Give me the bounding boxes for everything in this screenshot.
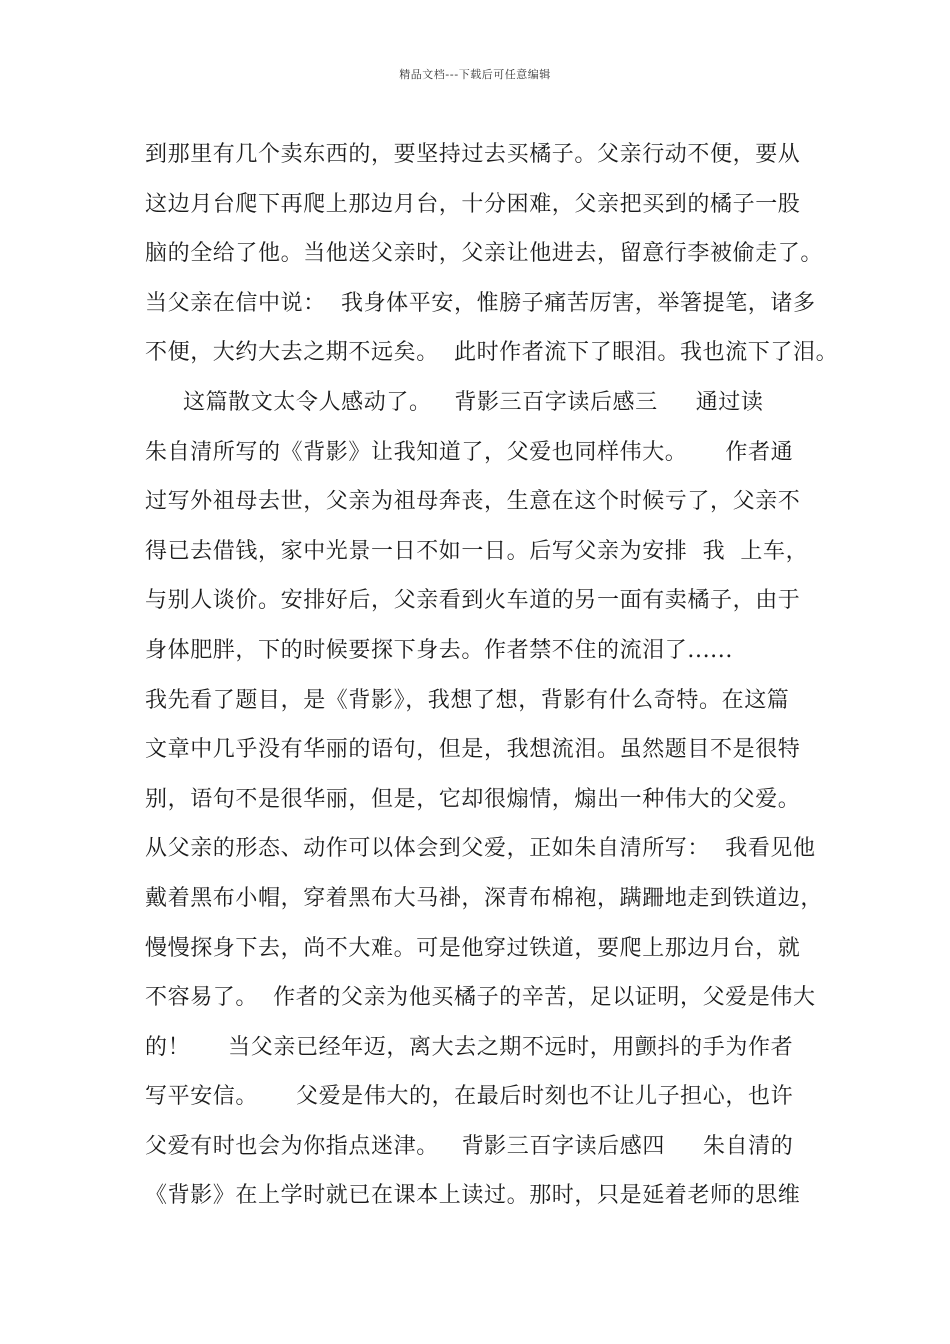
text-line: 不便，大约大去之期不远矣。 此时作者流下了眼泪。我也流下了泪。 — [145, 340, 839, 366]
text-line: 父爱有时也会为你指点迷津。 背影三百字读后感四 朱自清的 — [145, 1133, 794, 1159]
text-line: 写平安信。 父爱是伟大的，在最后时刻也不让儿子担心，也许 — [145, 1084, 794, 1110]
text-line: 与别人谈价。安排好后，父亲看到火车道的另一面有卖橘子，由于 — [145, 588, 801, 614]
text-line: 慢慢探身下去，尚不大难。可是他穿过铁道，要爬上那边月台，就 — [145, 935, 801, 961]
text-line: 这篇散文太令人感动了。 背影三百字读后感三 通过读 — [145, 389, 764, 415]
document-body — [145, 130, 839, 1221]
text-line: 从父亲的形态、动作可以体会到父爱，正如朱自清所写： 我看见他 — [145, 836, 816, 862]
text-line: 到那里有几个卖东西的，要坚持过去买橘子。父亲行动不便，要从 — [145, 142, 801, 167]
text-line: 的！ 当父亲已经年迈，离大去之期不远时，用颤抖的手为作者 — [145, 1034, 794, 1060]
text-line: 文章中几乎没有华丽的语句，但是，我想流泪。虽然题目不是很特 — [145, 737, 801, 763]
text-line: 身体肥胖，下的时候要探下身去。作者禁不住的流泪了...... — [145, 637, 733, 663]
text-line: 别，语句不是很华丽，但是，它却很煽情，煽出一种伟大的父爱。 — [145, 786, 801, 812]
text-line: 戴着黑布小帽，穿着黑布大马褂，深青布棉袍，蹒跚地走到铁道边， — [145, 885, 824, 911]
text-line: 当父亲在信中说： 我身体平安，惟膀子痛苦厉害，举箸提笔，诸多 — [145, 290, 816, 316]
text-line: 这边月台爬下再爬上那边月台，十分困难，父亲把买到的橘子一股 — [145, 191, 801, 217]
page-header: 精品文档---下载后可任意编辑 — [399, 68, 551, 81]
text-line: 朱自清所写的《背影》让我知道了，父爱也同样伟大。 作者通 — [145, 439, 794, 465]
text-line: 我先看了题目，是《背影》，我想了想，背影有什么奇特。在这篇 — [145, 687, 790, 713]
text-line: 得已去借钱，家中光景一日不如一日。后写父亲为安排 我 上车， — [145, 538, 809, 564]
text-line: 《背影》在上学时就已在课本上读过。那时，只是延着老师的思维 — [145, 1183, 801, 1209]
text-line: 过写外祖母去世，父亲为祖母奔丧，生意在这个时候亏了，父亲不 — [145, 489, 801, 515]
text-line: 不容易了。 作者的父亲为他买橘子的辛苦，足以证明，父爱是伟大 — [145, 985, 816, 1011]
text-line: 脑的全给了他。当他送父亲时，父亲让他进去，留意行李被偷走了。 — [145, 241, 824, 267]
